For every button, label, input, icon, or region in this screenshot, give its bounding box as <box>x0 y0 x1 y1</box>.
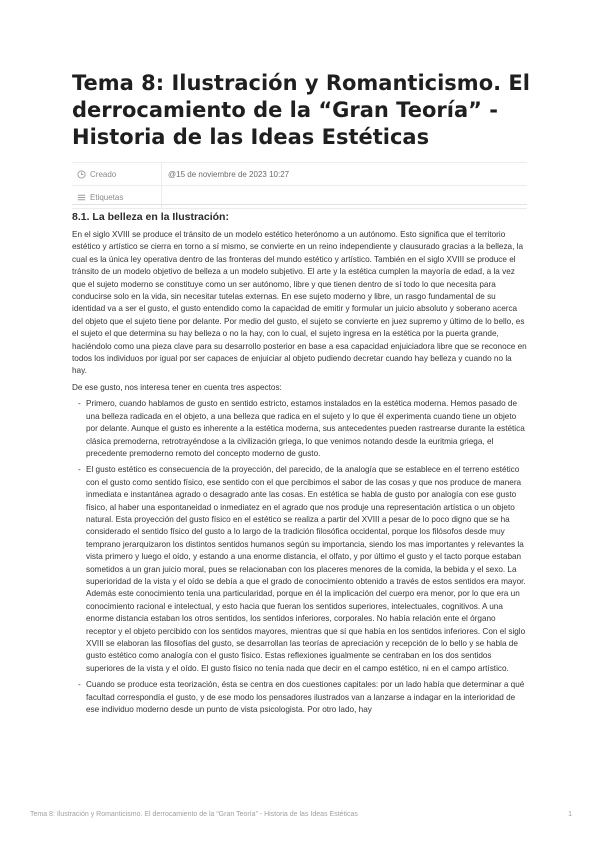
dash-marker: - <box>78 465 81 475</box>
page-title: Tema 8: Ilustración y Romanticismo. El derrocamiento de la “Gran Teoría” - Historia de las Ideas Estéticas <box>72 71 530 149</box>
page-number: 1 <box>568 811 572 818</box>
dash-marker: - <box>78 680 81 690</box>
dash-marker: - <box>78 399 81 409</box>
property-label: Creado <box>90 169 117 179</box>
footer-title: Tema 8: Ilustración y Romanticismo. El derrocamiento de la “Gran Teoría” - Historia de las Ideas Estéticas <box>30 811 358 818</box>
paragraph: En el siglo XVIII se produce el tránsito de un modelo estético heterónomo a un autónomo. Esto significa que el territorio estético y artístico se cierra en torno a sí mismo, se convierte en un reino independiente y clausurado gracias a la belleza, la cual es la única ley operativa dentro de las fronteras del mundo estético y artístico. También en el siglo XVIII se produce el tránsito de un modelo objetivo de belleza a un modelo subjetivo. El arte y la estética cumplen la mayoría de edad, a la vez que el sujeto moderno se constituye como un ser autónomo, libre y que tienen dentro de sí todo lo que necesita para conducirse solo en la vida, sin necesitar tutelas externas. En ese sujeto moderno y libre, un rasgo fundamental de su identidad va a ser el gusto, el gusto entendido como la capacidad de emitir y formular un juicio absoluto y soberano acerca del objeto que el sujeto tiene por delante. Por medio del gusto, el sujeto se convierte en juez supremo y último de lo bello, es el sujeto el que determina su hay belleza o no la hay, con lo cual, el sujeto ingresa en la estética por la puerta grande, haciéndolo como una pieza clave para su desarrollo posterior en base a esa capacidad enjuiciadora libre que se reconoce en todos los individuos por igual por ser capaces de enjuiciar al objeto pudiendo decretar cuando hay belleza y cuando no la hay. <box>72 230 527 376</box>
property-row-created <box>72 162 527 186</box>
list-item <box>72 679 527 716</box>
list-item-text: El gusto estético es consecuencia de la proyección, del parecido, de la analogía que se establece en el terreno estético con el gusto como sentido físico, ese sentido con el que percibimos el sabor de las cosas y que nos produce de manera inmediata e instantánea agrado o desagrado ante las cosas. En estética se habla de gusto por analogía con ese gusto físico, al haber una espontaneidad o inmediatez en el agrado que nos produje una representación artística o un objeto natural. Esta proyección del gusto físico en el estético se realiza a partir del XVIII a pesar de lo poco digno que se ha considerado el sentido físico del gusto a lo largo de la tradición filosófica occidental, porque los filósofos desde muy temprano jerarquizaron los distintos sentidos humanos según su importancia, siendo los mas importantes y relevantes la vista primero y luego el oído, y estando a una enorme distancia, el olfato, y por último el gusto y el tacto porque estaban sometidos a un gran juicio moral, pues se relacionaban con los placeres menores de la comida, la bebida y el sexo. La superioridad de la vista y el oído se debía a que el grado de conocimiento obtenido a través de estos sentidos era mayor. Además este conocimiento tenía una particularidad, porque en él la implicación del cuerpo era menor, por lo que era un conocimiento racional e intelectual, y esto hacia que fueran los sentidos superiores, intelectuales, cognitivos. A una enorme distancia estaban los otros sentidos, los sentidos inferiores, corporales. No había relación ente el órgano receptor y el objeto percibido con los sentidos mayores, mientras que sí que había en los sentidos inferiores. Con el siglo XVIII se elaboran las filosofías del gusto, se desarrollan las teorías de apreciación y recepción de lo bello y se habla de gusto estético como analogía con el gusto físico. Estas reflexiones igualmente se centraban en los dos sentidos superiores de la vista y el oído. El gusto físico no tenía nada que decir en el campo estético, ni en el campo artístico. <box>86 465 526 673</box>
property-label: Etiquetas <box>90 192 124 202</box>
page-footer <box>30 811 572 818</box>
list-item <box>72 398 527 460</box>
properties-table <box>72 162 527 209</box>
clock-icon <box>76 169 86 179</box>
list-icon <box>76 192 86 202</box>
list-item-text: Primero, cuando hablamos de gusto en sentido estricto, estamos instalados en la estética moderna. Hemos pasado de una belleza radicada en el objeto, a una belleza que radica en el sujeto y lo que él experimenta cuando tiene un objeto por delante. Aunque el gusto es inherente a la estética moderna, sus antecedentes pueden rastrearse durante la estética clásica premoderna, retrotrayéndose a la civilización griega, lo que venimos notando desde la euritmia griega, el precedente premoderno remoto del concepto moderno de gusto. <box>86 399 525 458</box>
paragraph: De ese gusto, nos interesa tener en cuenta tres aspectos: <box>72 382 282 392</box>
content-section <box>72 204 527 720</box>
list-item <box>72 464 527 675</box>
section-heading: 8.1. La belleza en la Ilustración: <box>72 211 229 223</box>
property-name-cell <box>72 163 162 185</box>
bullet-list <box>72 398 527 716</box>
created-date-value: @15 de noviembre de 2023 10:27 <box>168 169 290 179</box>
list-item-text: Cuando se produce esta teorización, ésta se centra en dos cuestiones capitales: por un lado había que determinar a qué facultad correspondía el gusto, y de ese modo los pensadores ilustrados van a lanzarse a indagar en la interioridad de ese individuo moderno desde un punto de vista psicologista. Por otro lado, hay <box>86 680 525 715</box>
